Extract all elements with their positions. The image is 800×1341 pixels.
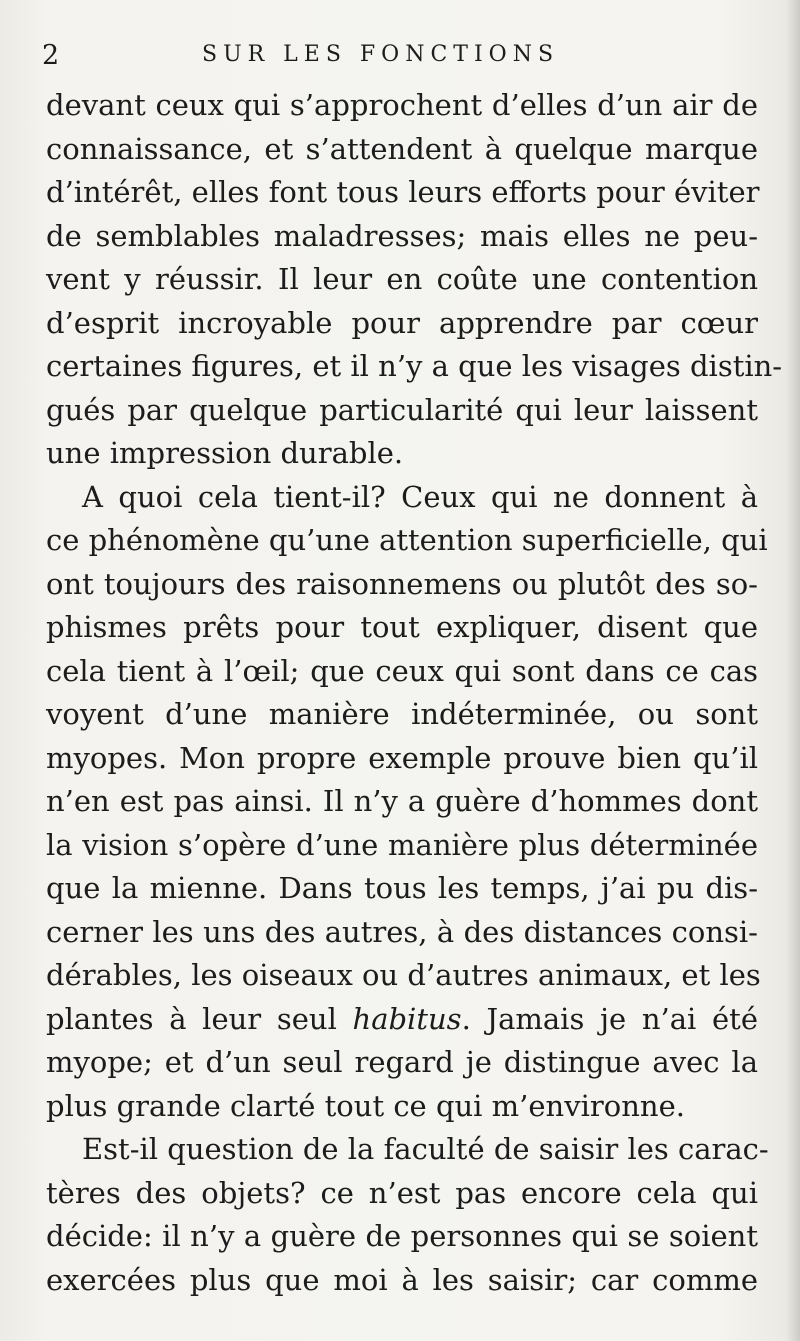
text-line: cela tient à l’œil; que ceux qui sont dans ce cas [46, 653, 758, 688]
page-number: 2 [42, 40, 60, 71]
text-line: myopes. Mon propre exemple prouve bien qu’il [46, 740, 758, 775]
text-line: la vision s’opère d’une manière plus déterminée [46, 827, 758, 862]
text-line: d’intérêt, elles font tous leurs efforts pour éviter [46, 175, 760, 209]
text-fragment: . Jamais je n’ai été [461, 1001, 758, 1036]
text-line: n’en est pas ainsi. Il n’y a guère d’hommes dont [46, 784, 758, 818]
paragraph-start-line: Est-il question de la faculté de saisir les carac- [82, 1132, 769, 1166]
running-head: SUR LES FONCTIONS [202, 42, 560, 67]
page-header [42, 40, 742, 76]
text-line: que la mienne. Dans tous les temps, j’ai pu dis- [46, 871, 758, 905]
text-fragment: plantes à leur seul [46, 1001, 353, 1036]
text-line: d’esprit incroyable pour apprendre par cœur [46, 305, 758, 340]
text-line: ce phénomène qu’une attention superficielle, qui [46, 523, 768, 557]
text-line: voyent d’une manière indéterminée, ou sont [46, 697, 758, 731]
text-line: de semblables maladresses; mais elles ne peu- [46, 218, 758, 253]
paragraph-end-line: plus grande clarté tout ce qui m’environne. [46, 1088, 685, 1123]
paragraph-end-line: une impression durable. [46, 436, 404, 470]
text-line: cerner les uns des autres, à des distances consi- [46, 914, 758, 949]
paragraph-start-line: A quoi cela tient-il? Ceux qui ne donnent à [82, 479, 758, 514]
text-line: tères des objets? ce n’est pas encore cela qui [46, 1175, 758, 1210]
text-line: exercées plus que moi à les saisir; car comme [46, 1262, 758, 1297]
text-line: ont toujours des raisonnemens ou plutôt des so- [46, 566, 758, 601]
text-line: phismes prêts pour tout expliquer, disent que [46, 610, 758, 644]
text-line: myope; et d’un seul regard je distingue avec la [46, 1045, 758, 1079]
text-line: certaines figures, et il n’y a que les visages distin- [46, 349, 783, 383]
text-line: connaissance, et s’attendent à quelque marque [46, 131, 758, 166]
text-line: vent y réussir. Il leur en coûte une contention [46, 262, 758, 296]
page-edge-shadow [786, 0, 800, 1341]
italic-term: habitus [352, 1001, 462, 1036]
habitus-line [46, 998, 758, 1042]
text-line: gués par quelque particularité qui leur laissent [46, 392, 758, 427]
text-line: devant ceux qui s’approchent d’elles d’un air de [46, 88, 758, 122]
body-text [46, 84, 783, 1302]
text-line: décide: il n’y a guère de personnes qui se soient [46, 1219, 758, 1253]
text-line: dérables, les oiseaux ou d’autres animaux, et les [46, 958, 761, 992]
